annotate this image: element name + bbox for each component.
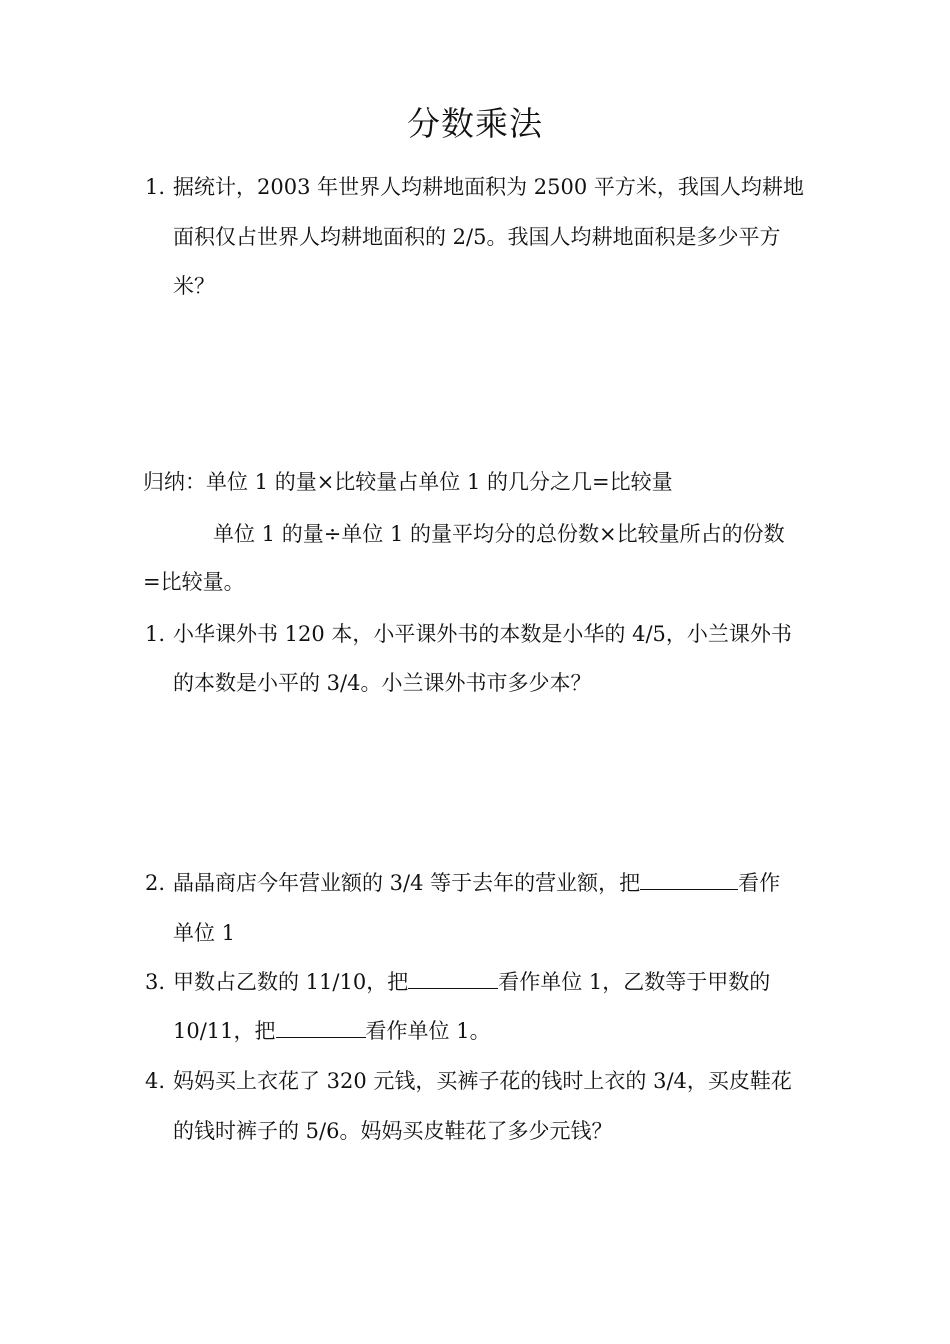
question-text-line	[173, 1016, 491, 1046]
page-title: 分数乘法	[407, 104, 543, 143]
summary-line: =比较量。	[143, 570, 245, 594]
question-text-line: 小华课外书 120 本，小平课外书的本数是小华的 4/5，小兰课外书	[173, 622, 792, 646]
question-text-line	[173, 967, 770, 997]
question-text: 看作单位 1，乙数等于甲数的	[498, 970, 771, 994]
answer-blank[interactable]	[276, 1017, 366, 1038]
answer-blank[interactable]	[640, 869, 738, 890]
question-number: 1.	[145, 622, 166, 646]
question-text: 看作	[738, 871, 781, 895]
question-text-line: 据统计，2003 年世界人均耕地面积为 2500 平方米，我国人均耕地	[173, 175, 804, 199]
summary-line: 单位 1 的量÷单位 1 的量平均分的总份数×比较量所占的份数	[213, 522, 785, 546]
question-text: 看作单位 1。	[365, 1019, 491, 1043]
question-text-line: 的本数是小平的 3/4。小兰课外书市多少本？	[173, 671, 592, 695]
question-text-line: 单位 1	[173, 921, 236, 945]
question-number: 4.	[145, 1069, 166, 1093]
question-text-line: 妈妈买上衣花了 320 元钱，买裤子花的钱时上衣的 3/4，买皮鞋花	[173, 1069, 792, 1093]
question-text-line: 的钱时裤子的 5/6。妈妈买皮鞋花了多少元钱？	[173, 1119, 613, 1143]
question-number: 2.	[145, 871, 166, 895]
answer-blank[interactable]	[408, 968, 498, 989]
question-number: 1.	[145, 175, 166, 199]
summary-line: 归纳：单位 1 的量×比较量占单位 1 的几分之几=比较量	[143, 470, 673, 494]
question-text: 甲数占乙数的 11/10，把	[173, 970, 409, 994]
question-number: 3.	[145, 970, 166, 994]
question-text-line	[173, 868, 780, 898]
question-text-line: 面积仅占世界人均耕地面积的 2/5。我国人均耕地面积是多少平方	[173, 225, 781, 249]
question-text: 晶晶商店今年营业额的 3/4 等于去年的营业额，把	[173, 871, 641, 895]
question-text: 10/11，把	[173, 1019, 276, 1043]
question-text-line: 米？	[173, 274, 215, 298]
